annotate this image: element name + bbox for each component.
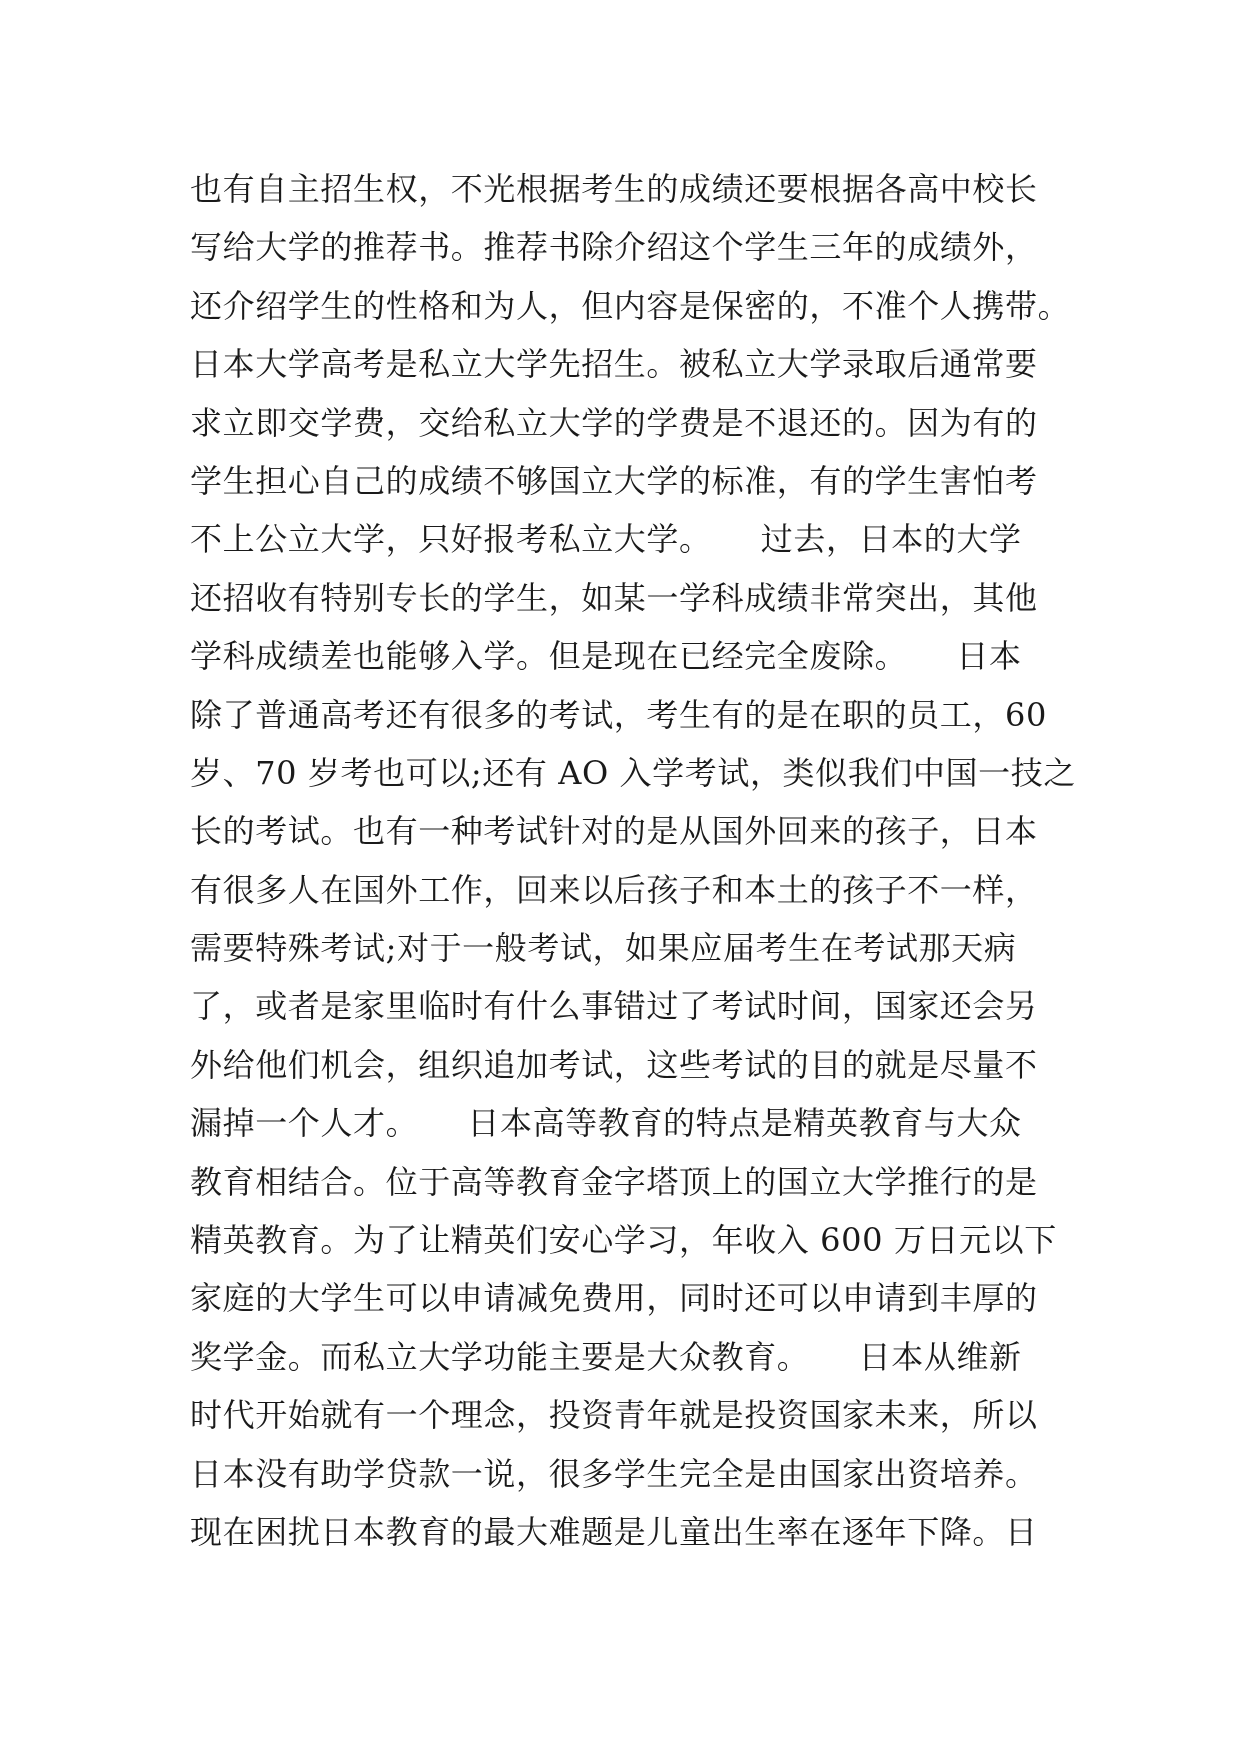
text-line-15: 了，或者是家里临时有什么事错过了考试时间，国家还会另 xyxy=(190,987,1038,1026)
text-line-7: 不上公立大学，只好报考私立大学。 过去，日本的大学 xyxy=(190,520,1022,559)
text-line-3: 还介绍学生的性格和为人，但内容是保密的，不准个人携带。 xyxy=(190,286,1071,325)
text-line-9: 学科成绩差也能够入学。但是现在已经完全废除。 日本 xyxy=(190,637,1022,676)
text-line-20: 家庭的大学生可以申请减免费用，同时还可以申请到丰厚的 xyxy=(190,1279,1038,1318)
text-line-11: 岁、70 岁考也可以;还有 AO 入学考试，类似我们中国一技之 xyxy=(190,753,1076,792)
text-line-24: 现在困扰日本教育的最大难题是儿童出生率在逐年下降。日 xyxy=(190,1512,1038,1551)
text-line-19: 精英教育。为了让精英们安心学习，年收入 600 万日元以下 xyxy=(190,1221,1057,1260)
body-text xyxy=(190,160,1076,1561)
text-line-13: 有很多人在国外工作，回来以后孩子和本土的孩子不一样， xyxy=(190,870,1038,909)
text-line-22: 时代开始就有一个理念，投资青年就是投资国家未来，所以 xyxy=(190,1396,1038,1435)
text-line-4: 日本大学高考是私立大学先招生。被私立大学录取后通常要 xyxy=(190,345,1038,384)
text-line-21: 奖学金。而私立大学功能主要是大众教育。 日本从维新 xyxy=(190,1337,1022,1376)
text-line-17: 漏掉一个人才。 日本高等教育的特点是精英教育与大众 xyxy=(190,1104,1022,1143)
text-line-12: 长的考试。也有一种考试针对的是从国外回来的孩子，日本 xyxy=(190,812,1038,851)
text-line-18: 教育相结合。位于高等教育金字塔顶上的国立大学推行的是 xyxy=(190,1162,1038,1201)
text-line-1: 也有自主招生权，不光根据考生的成绩还要根据各高中校长 xyxy=(190,170,1038,208)
text-line-5: 求立即交学费，交给私立大学的学费是不退还的。因为有的 xyxy=(190,403,1038,442)
text-line-10: 除了普通高考还有很多的考试，考生有的是在职的员工，60 xyxy=(190,695,1047,734)
text-line-14: 需要特殊考试;对于一般考试，如果应届考生在考试那天病 xyxy=(190,929,1017,968)
text-line-8: 还招收有特别专长的学生，如某一学科成绩非常突出，其他 xyxy=(190,578,1038,617)
text-line-2: 写给大学的推荐书。推荐书除介绍这个学生三年的成绩外， xyxy=(190,228,1038,267)
text-line-6: 学生担心自己的成绩不够国立大学的标准，有的学生害怕考 xyxy=(190,461,1038,500)
text-line-16: 外给他们机会，组织追加考试，这些考试的目的就是尽量不 xyxy=(190,1045,1038,1084)
text-line-23: 日本没有助学贷款一说，很多学生完全是由国家出资培养。 xyxy=(190,1454,1038,1493)
